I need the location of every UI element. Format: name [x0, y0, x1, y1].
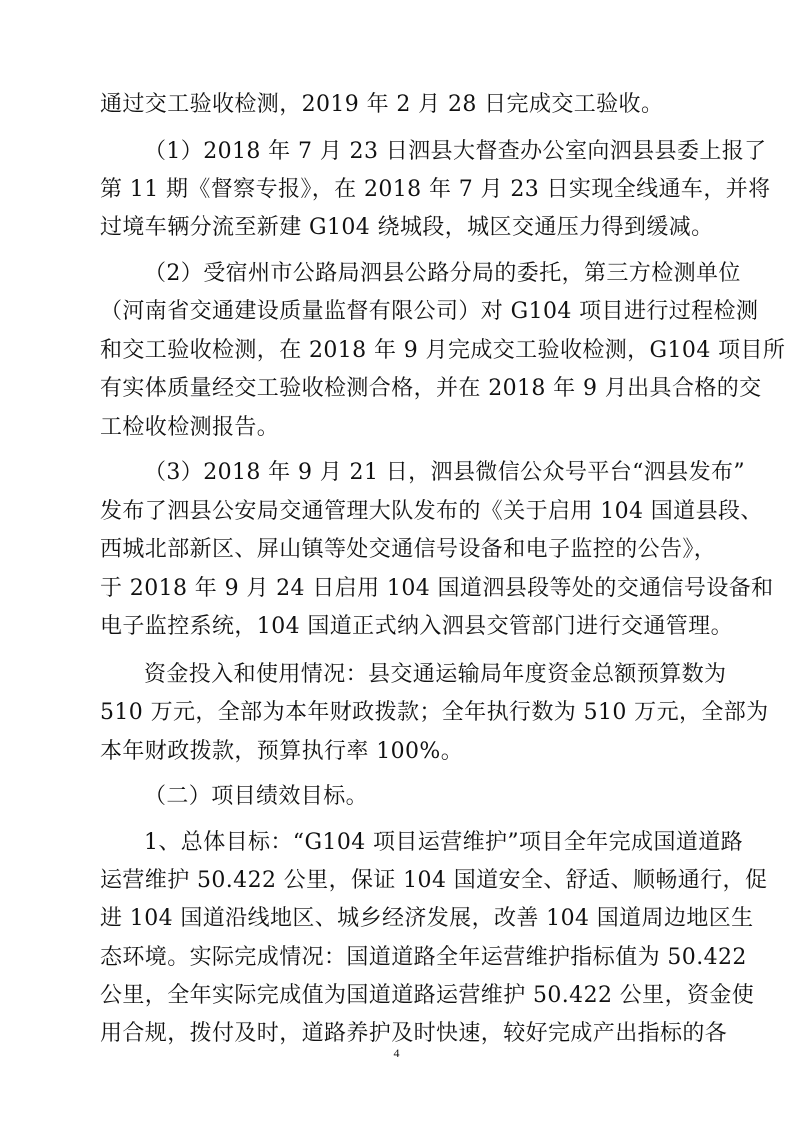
- text-line: 过境车辆分流至新建 G104 绕城段，城区交通压力得到缓减。: [100, 215, 714, 240]
- text-line: 电子监控系统，104 国道正式纳入泗县交管部门进行交通管理。: [100, 614, 733, 639]
- text-line: 发布了泗县公安局交通管理大队发布的《关于启用 104 国道县段、: [100, 499, 763, 524]
- text-line: （3）2018 年 9 月 21 日，泗县微信公众号平台“泗县发布”: [144, 460, 746, 485]
- section-heading: （二）项目绩效目标。: [144, 784, 369, 809]
- text-line: 用合规，拨付及时，道路养护及时快速，较好完成产出指标的各: [100, 1021, 728, 1046]
- page-number: 4: [393, 1046, 400, 1060]
- text-line: 公里，全年实际完成值为国道道路运营维护 50.422 公里，资金使: [100, 983, 755, 1008]
- text-line: 进 104 国道沿线地区、城乡经济发展，改善 104 国道周边地区生: [100, 906, 754, 931]
- text-line: 510 万元，全部为本年财政拨款；全年执行数为 510 万元，全部为: [100, 700, 769, 725]
- text-line: 通过交工验收检测，2019 年 2 月 28 日完成交工验收。: [100, 92, 664, 117]
- text-line: 工检收检测报告。: [100, 415, 280, 440]
- text-line: 1、总体目标：“G104 项目运营维护”项目全年完成国道道路: [144, 830, 744, 855]
- text-line: 运营维护 50.422 公里，保证 104 国道安全、舒适、顺畅通行，促: [100, 868, 768, 893]
- text-line: 本年财政拨款，预算执行率 100%。: [100, 739, 464, 764]
- text-line: 有实体质量经交工验收检测合格，并在 2018 年 9 月出具合格的交: [100, 376, 762, 401]
- text-line: 西城北部新区、屏山镇等处交通信号设备和电子监控的公告》，: [100, 537, 717, 562]
- text-line: 于 2018 年 9 月 24 日启用 104 国道泗县段等处的交通信号设备和: [100, 576, 774, 601]
- text-line: 资金投入和使用情况：县交通运输局年度资金总额预算数为: [144, 662, 727, 687]
- text-line: （2）受宿州市公路局泗县公路分局的委托，第三方检测单位: [144, 261, 741, 286]
- text-line: 第 11 期《督察专报》，在 2018 年 7 月 23 日实现全线通车，并将: [100, 177, 771, 202]
- text-line: （1）2018 年 7 月 23 日泗县大督查办公室向泗县县委上报了: [144, 139, 767, 164]
- text-line: （河南省交通建设质量监督有限公司）对 G104 项目进行过程检测: [100, 299, 759, 324]
- text-line: 态环境。实际完成情况：国道道路全年运营维护指标值为 50.422: [100, 945, 747, 970]
- text-line: 和交工验收检测，在 2018 年 9 月完成交工验收检测，G104 项目所: [100, 338, 786, 363]
